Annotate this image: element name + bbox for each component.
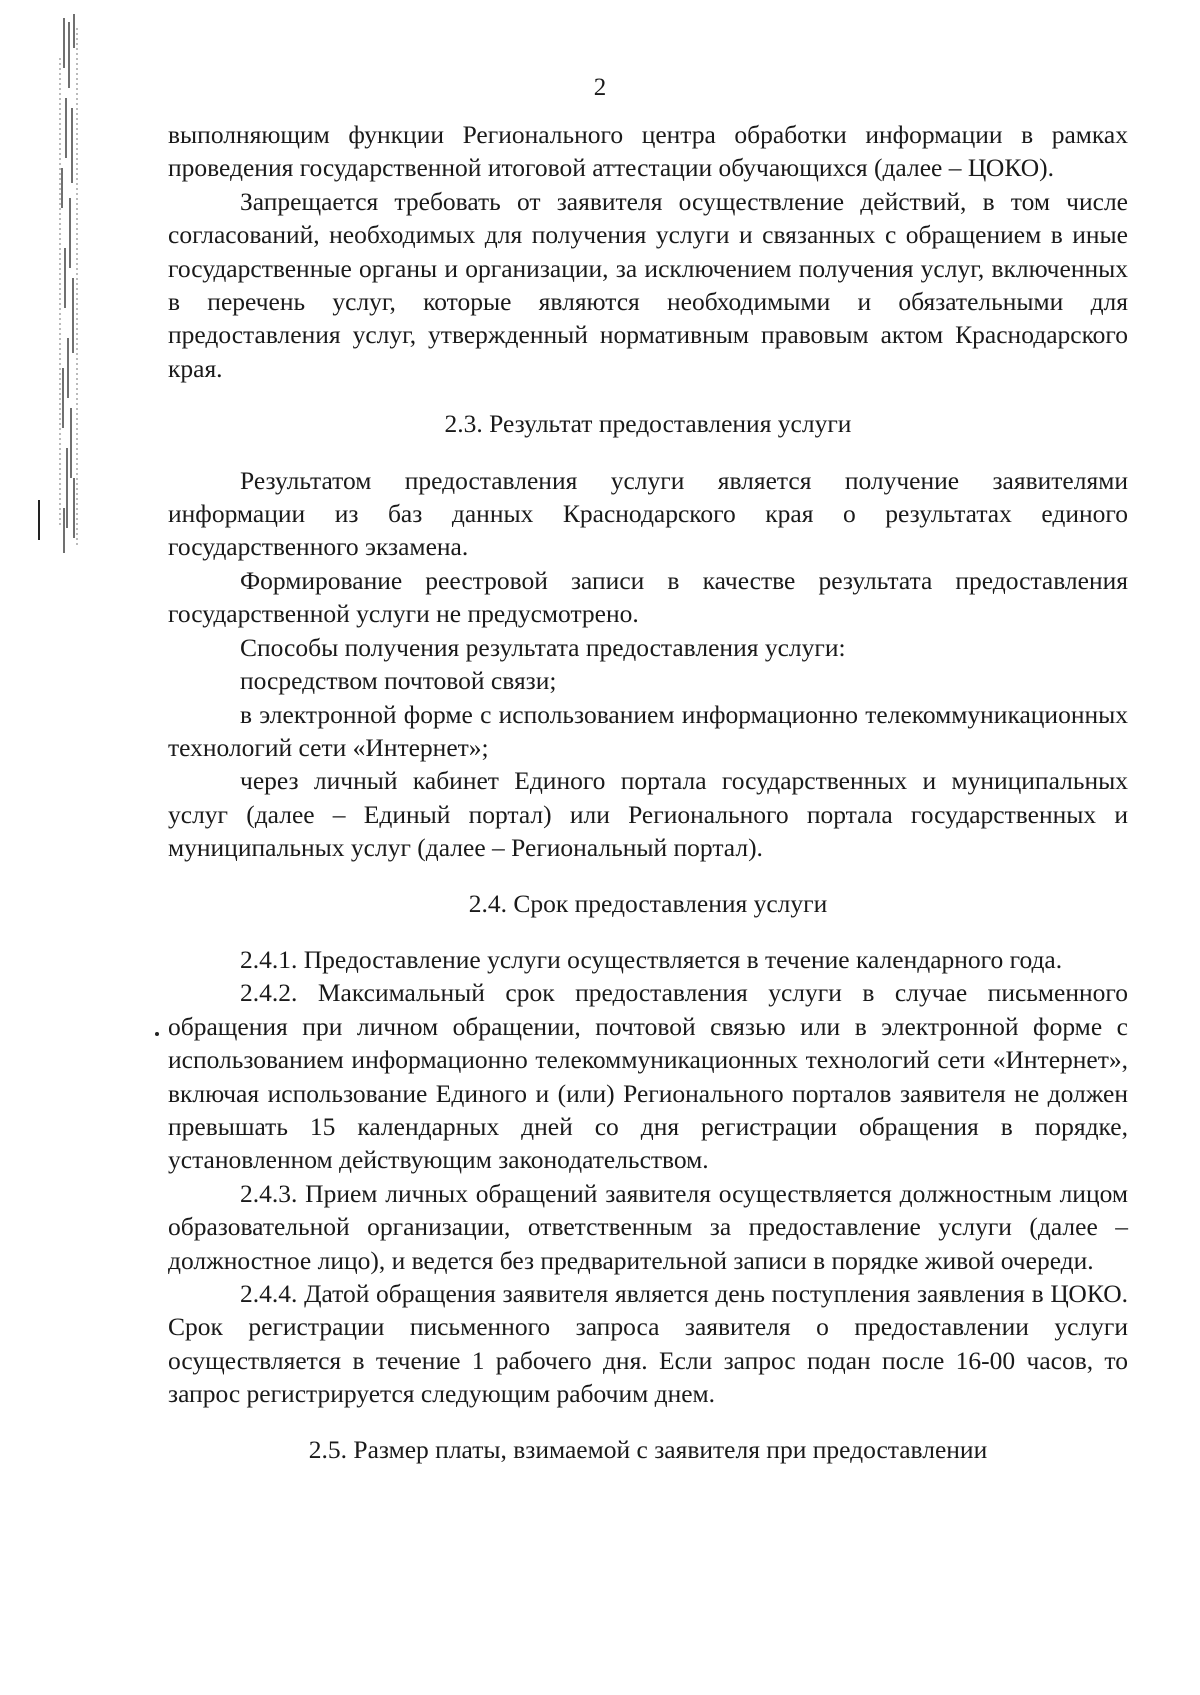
stray-dot [155,1032,159,1036]
section-heading-2-5: 2.5. Размер платы, взимаемой с заявителя при предоставлении [308,1434,988,1464]
paragraph-2-4-1: 2.4.1. Предоставление услуги осуществляется в течение календарного года. [240,944,1063,974]
paragraph-result: Результатом предоставления услуги является получение заявителями информации из баз данных Краснодарского края о результатах единого государственного экзамена. [168,465,1128,562]
paragraph-2-4-2: 2.4.2. Максимальный срок предоставления услуги в случае письменного обращения при личном обращении, почтовой связью или в электронной форме с использованием информационно телекоммуникационных технологий сети «Интернет», включая использование Единого и (или) Регионального порталов заявителя не должен превышать 15 календарных дней со дня регистрации обращения в порядке, установленном действующим законодательством. [168,978,1128,1175]
paragraph-2-4-3: 2.4.3. Прием личных обращений заявителя осуществляется должностным лицом образовательной организации, ответственным за предоставление услуги (далее – должностное лицо), и ведется без предварительной записи в порядке живой очереди. [168,1178,1128,1275]
paragraph-intro-continuation: выполняющим функции Регионального центра обработки информации в рамках проведения государственной итоговой аттестации обучающихся (далее – ЦОКО). [168,120,1128,183]
paragraph-prohibition: Запрещается требовать от заявителя осуществление действий, в том числе согласований, необходимых для получения услуги и связанных с обращением в иные государственные органы и организации, за исключением получения услуг, включенных в перечень услуг, которые являются необходимыми и обязательными для предоставления услуг, утвержденный нормативным правовым актом Краснодарского края. [168,186,1128,383]
paragraph-methods: Способы получения результата предоставления услуги: [240,632,846,662]
page-number: 2 [593,74,607,101]
paragraph-registry: Формирование реестровой записи в качестве результата предоставления государственной услуги не предусмотрено. [168,565,1128,629]
binding-mark [38,500,40,540]
list-item-portal: через личный кабинет Единого портала государственных и муниципальных услуг (далее – Единый портал) или Регионального портала государственных и муниципальных услуг (далее – Региональный портал). [168,766,1128,863]
list-item-electronic: в электронной форме с использованием информационно телекоммуникационных технологий сети «Интернет»; [168,699,1128,762]
paragraph-2-4-4: 2.4.4. Датой обращения заявителя является день поступления заявления в ЦОКО. Срок регистрации письменного запроса заявителя о предоставлении услуги осуществляется в течение 1 рабочего дня. Если запрос подан после 16-00 часов, то запрос регистрируется следующим рабочим днем. [168,1279,1128,1409]
document-body [168,118,1128,1466]
list-item-post: посредством почтовой связи; [240,666,557,696]
section-heading-2-4: 2.4. Срок предоставления услуги [468,888,828,918]
section-heading-2-3: 2.3. Результат предоставления услуги [444,409,852,439]
